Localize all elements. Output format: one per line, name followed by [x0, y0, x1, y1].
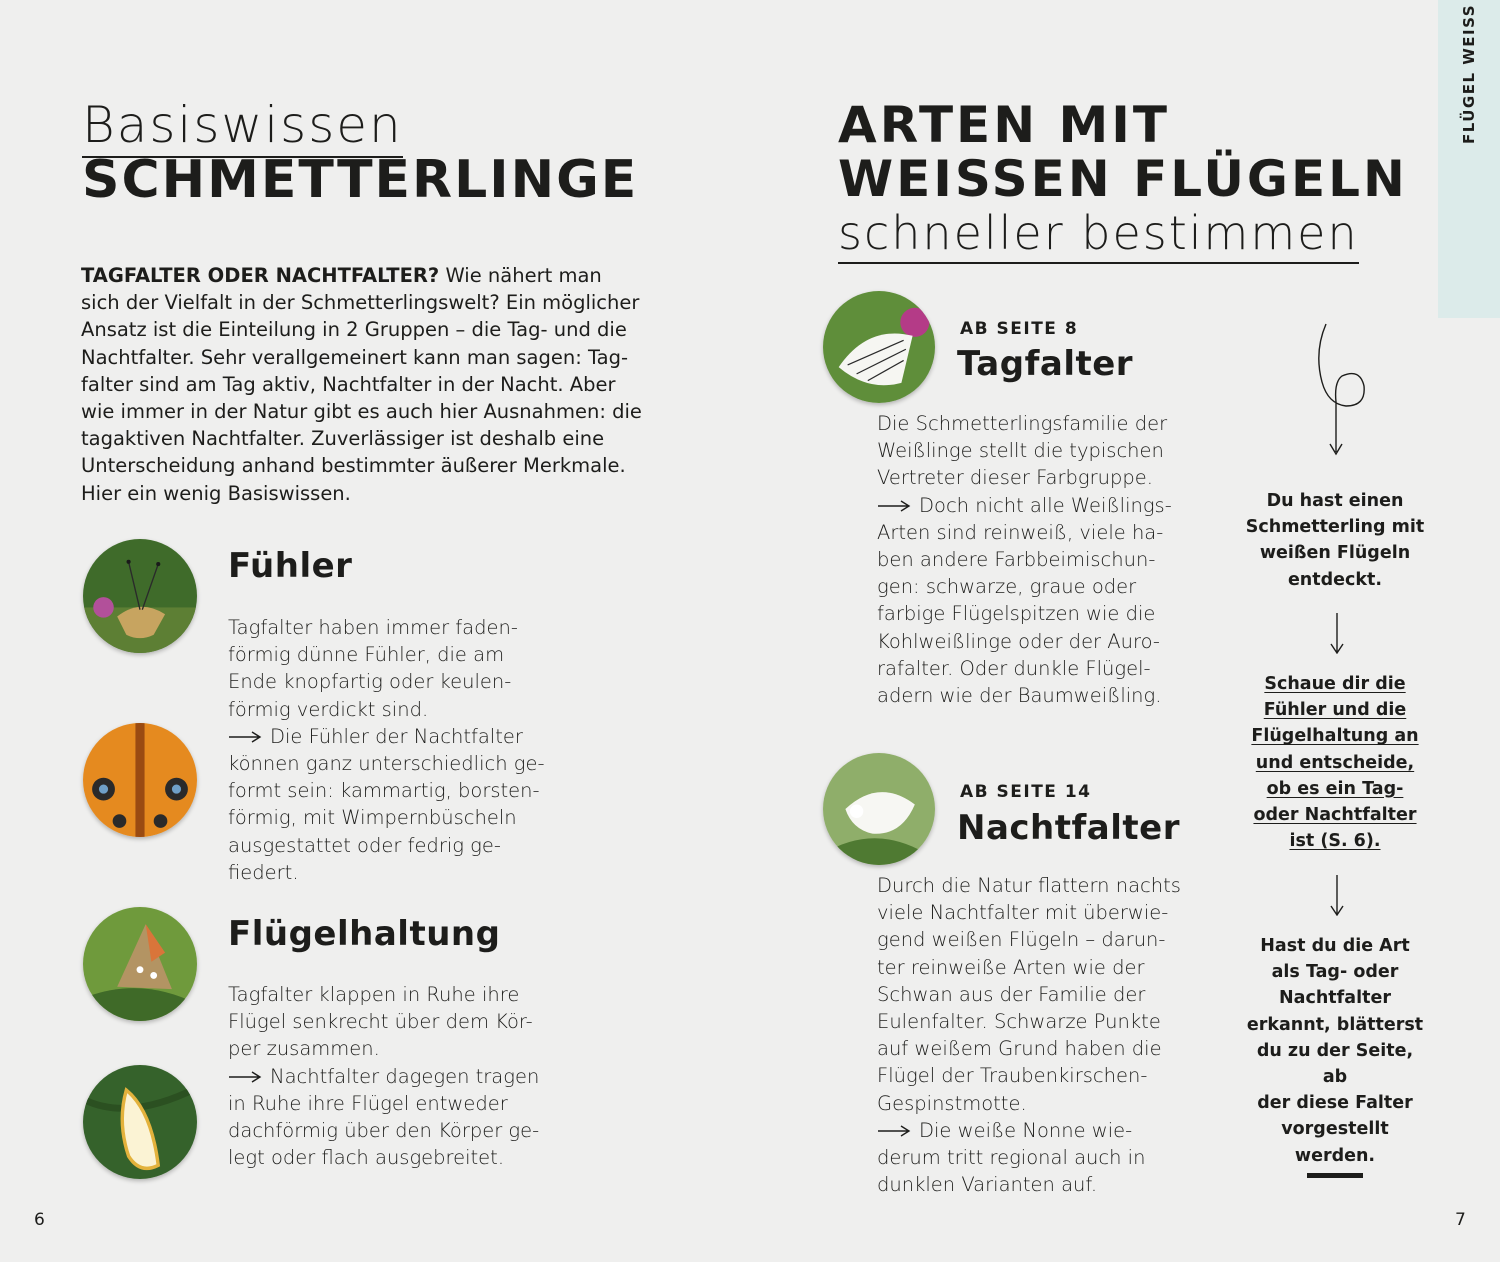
tagfalter-line: Weißlinge stellt die typischen: [877, 439, 1164, 463]
nachtfalter-line: Flügel der Traubenkirschen-: [877, 1064, 1148, 1088]
tagfalter-line: Arten sind reinweiß, viele ha-: [877, 520, 1164, 544]
fuehler-line: Tagfalter haben immer faden-: [228, 616, 518, 639]
fuehler-line: förmig verdickt sind.: [228, 697, 429, 721]
fluegel-line: Nachtfalter dagegen tragen: [270, 1064, 540, 1088]
flow-step-line: weißen Flügeln: [1259, 543, 1411, 564]
tagfalter-line: Kohlweißlinge oder der Auro-: [877, 629, 1160, 653]
flow-step-line: Du hast einen: [1266, 491, 1404, 511]
flow-step-line: Hast du die Art: [1260, 936, 1410, 956]
flow-step-line: erkannt, blätterst: [1246, 1014, 1424, 1035]
section-tab-label: FLÜGEL WEISS: [1460, 3, 1479, 145]
fluegel-line: dachförmig über den Körper ge-: [228, 1119, 540, 1143]
photo-moth-antennae: [83, 723, 197, 837]
fuehler-line: können ganz unterschiedlich ge-: [228, 752, 545, 776]
right-title-bold-1: ARTEN MIT: [838, 96, 1170, 154]
fuehler-line: förmig dünne Fühler, die am: [228, 643, 505, 667]
intro-line: tagaktiven Nachtfalter. Zuverlässiger ist deshalb eine: [81, 427, 605, 451]
flow-step-line: Flügelhaltung an: [1251, 726, 1419, 747]
fuehler-heading: Fühler: [228, 546, 353, 586]
nachtfalter-line: Schwan aus der Familie der: [877, 982, 1146, 1006]
flow-step-line: Schmetterling mit: [1245, 517, 1425, 538]
fuehler-line: Die Fühler der Nachtfalter: [270, 724, 523, 748]
arrow-right-icon: [877, 1124, 911, 1138]
fluegel-line: per zusammen.: [228, 1037, 380, 1061]
intro-line: Hier ein wenig Basiswissen.: [81, 481, 351, 505]
intro-lead: TAGFALTER ODER NACHTFALTER?: [81, 264, 440, 287]
arrow-down-icon: [1328, 612, 1346, 654]
nachtfalter-heading: Nachtfalter: [957, 808, 1180, 848]
flow-step-line: Fühler und die: [1263, 700, 1407, 721]
tagfalter-line: Vertreter dieser Farbgruppe.: [877, 466, 1153, 490]
flow-step-2: [1245, 671, 1425, 854]
flow-step-line: als Tag- oder: [1271, 962, 1399, 983]
nachtfalter-line: Durch die Natur flattern nachts: [877, 874, 1181, 897]
nachtfalter-line: derum tritt regional auch in: [877, 1146, 1146, 1170]
tagfalter-heading: Tagfalter: [957, 344, 1134, 384]
fluegel-text: [228, 981, 558, 1171]
intro-paragraph: [81, 262, 656, 507]
photo-butterfly-antennae: [83, 539, 197, 653]
page-number-right: 7: [1455, 1210, 1466, 1230]
tagfalter-line: rafalter. Oder dunkle Flügel-: [877, 656, 1151, 680]
nachtfalter-ab-seite: AB SEITE 14: [960, 782, 1092, 802]
nachtfalter-line: auf weißem Grund haben die: [877, 1037, 1162, 1061]
fluegel-line: Flügel senkrecht über dem Kör-: [228, 1010, 533, 1034]
fluegel-line: legt oder flach ausgebreitet.: [228, 1146, 505, 1170]
tagfalter-text: [877, 410, 1207, 709]
nachtfalter-line: Gespinstmotte.: [877, 1091, 1027, 1115]
page-number-left: 6: [34, 1210, 45, 1230]
intro-line: Unterscheidung anhand bestimmter äußerer Merkmale.: [81, 454, 626, 478]
flow-step-line: und entscheide,: [1255, 752, 1415, 773]
butterfly-curl-icon: [1312, 322, 1372, 458]
intro-line: falter sind am Tag aktiv, Nachtfalter in der Nacht. Aber: [81, 372, 616, 396]
flow-step-line: du zu der Seite, ab: [1256, 1040, 1414, 1088]
intro-line: Ansatz ist die Einteilung in 2 Gruppen – die Tag- und die: [81, 318, 627, 342]
tagfalter-line: ben andere Farbbeimischun-: [877, 548, 1156, 572]
fuehler-line: Ende knopfartig oder keulen-: [228, 670, 512, 694]
intro-line: Nachtfalter. Sehr verallgemeinert kann man sagen: Tag-: [81, 345, 629, 369]
nachtfalter-line: Eulenfalter. Schwarze Punkte: [877, 1010, 1161, 1034]
nachtfalter-text: [877, 872, 1207, 1198]
flow-step-line: Schaue dir die: [1264, 674, 1406, 694]
left-title-bold: SCHMETTERLINGE: [82, 150, 639, 210]
fuehler-line: fiedert.: [228, 860, 299, 884]
right-title-bold-2: WEISSEN FLÜGELN: [838, 150, 1408, 208]
flow-step-3: [1245, 933, 1425, 1169]
tagfalter-line: adern wie der Baumweißling.: [877, 684, 1162, 708]
fuehler-line: förmig, mit Wimpernbüscheln: [228, 806, 517, 830]
nachtfalter-line: viele Nachtfalter mit überwie-: [877, 901, 1169, 925]
flow-step-line: entdeckt.: [1287, 569, 1383, 590]
flow-step-line: Nachtfalter: [1279, 988, 1391, 1009]
flow-step-line: oder Nachtfalter: [1253, 805, 1417, 826]
flow-step-line: vorgestellt: [1281, 1119, 1389, 1140]
nachtfalter-line: ter reinweiße Arten wie der: [877, 955, 1145, 979]
fluegel-line: in Ruhe ihre Flügel entweder: [228, 1091, 508, 1115]
fuehler-line: formt sein: kammartig, borsten-: [228, 779, 540, 803]
flow-step-line: werden.: [1294, 1145, 1376, 1166]
intro-line: sich der Vielfalt in der Schmetterlingswelt? Ein möglicher: [81, 291, 640, 315]
fuehler-text: [228, 614, 558, 886]
flow-step-line: ist (S. 6).: [1289, 831, 1381, 852]
intro-line: wie immer in der Natur gibt es auch hier Ausnahmen: die: [81, 400, 642, 424]
tagfalter-line: gen: schwarze, graue oder: [877, 575, 1137, 599]
flow-step-line: der diese Falter: [1257, 1093, 1413, 1114]
intro-line: Wie nähert man: [445, 264, 602, 287]
nachtfalter-line: Die weiße Nonne wie-: [919, 1118, 1133, 1142]
photo-butterfly-wings-closed: [83, 907, 197, 1021]
end-bar: [1307, 1173, 1363, 1178]
right-title-light: schneller bestimmen: [838, 206, 1359, 260]
photo-moth-wings-flat: [83, 1065, 197, 1179]
arrow-right-icon: [228, 1070, 262, 1084]
photo-tagfalter-white: [823, 291, 935, 403]
fluegel-heading: Flügelhaltung: [228, 914, 501, 954]
flow-step-1: [1245, 488, 1425, 593]
fuehler-line: ausgestattet oder fedrig ge-: [228, 833, 501, 857]
tagfalter-line: Die Schmetterlingsfamilie der: [877, 412, 1168, 435]
left-title-light: Basiswissen: [82, 96, 403, 154]
tagfalter-line: Doch nicht alle Weißlings-: [919, 493, 1172, 517]
arrow-down-icon: [1328, 874, 1346, 916]
tagfalter-ab-seite: AB SEITE 8: [960, 319, 1079, 339]
tagfalter-line: farbige Flügelspitzen wie die: [877, 602, 1156, 626]
nachtfalter-line: gend weißen Flügeln – darun-: [877, 928, 1166, 952]
flow-step-line: ob es ein Tag-: [1266, 778, 1404, 799]
nachtfalter-line: dunklen Varianten auf.: [877, 1173, 1098, 1197]
fluegel-line: Tagfalter klappen in Ruhe ihre: [228, 983, 520, 1006]
arrow-right-icon: [877, 499, 911, 513]
photo-nachtfalter-white: [823, 753, 935, 865]
arrow-right-icon: [228, 730, 262, 744]
